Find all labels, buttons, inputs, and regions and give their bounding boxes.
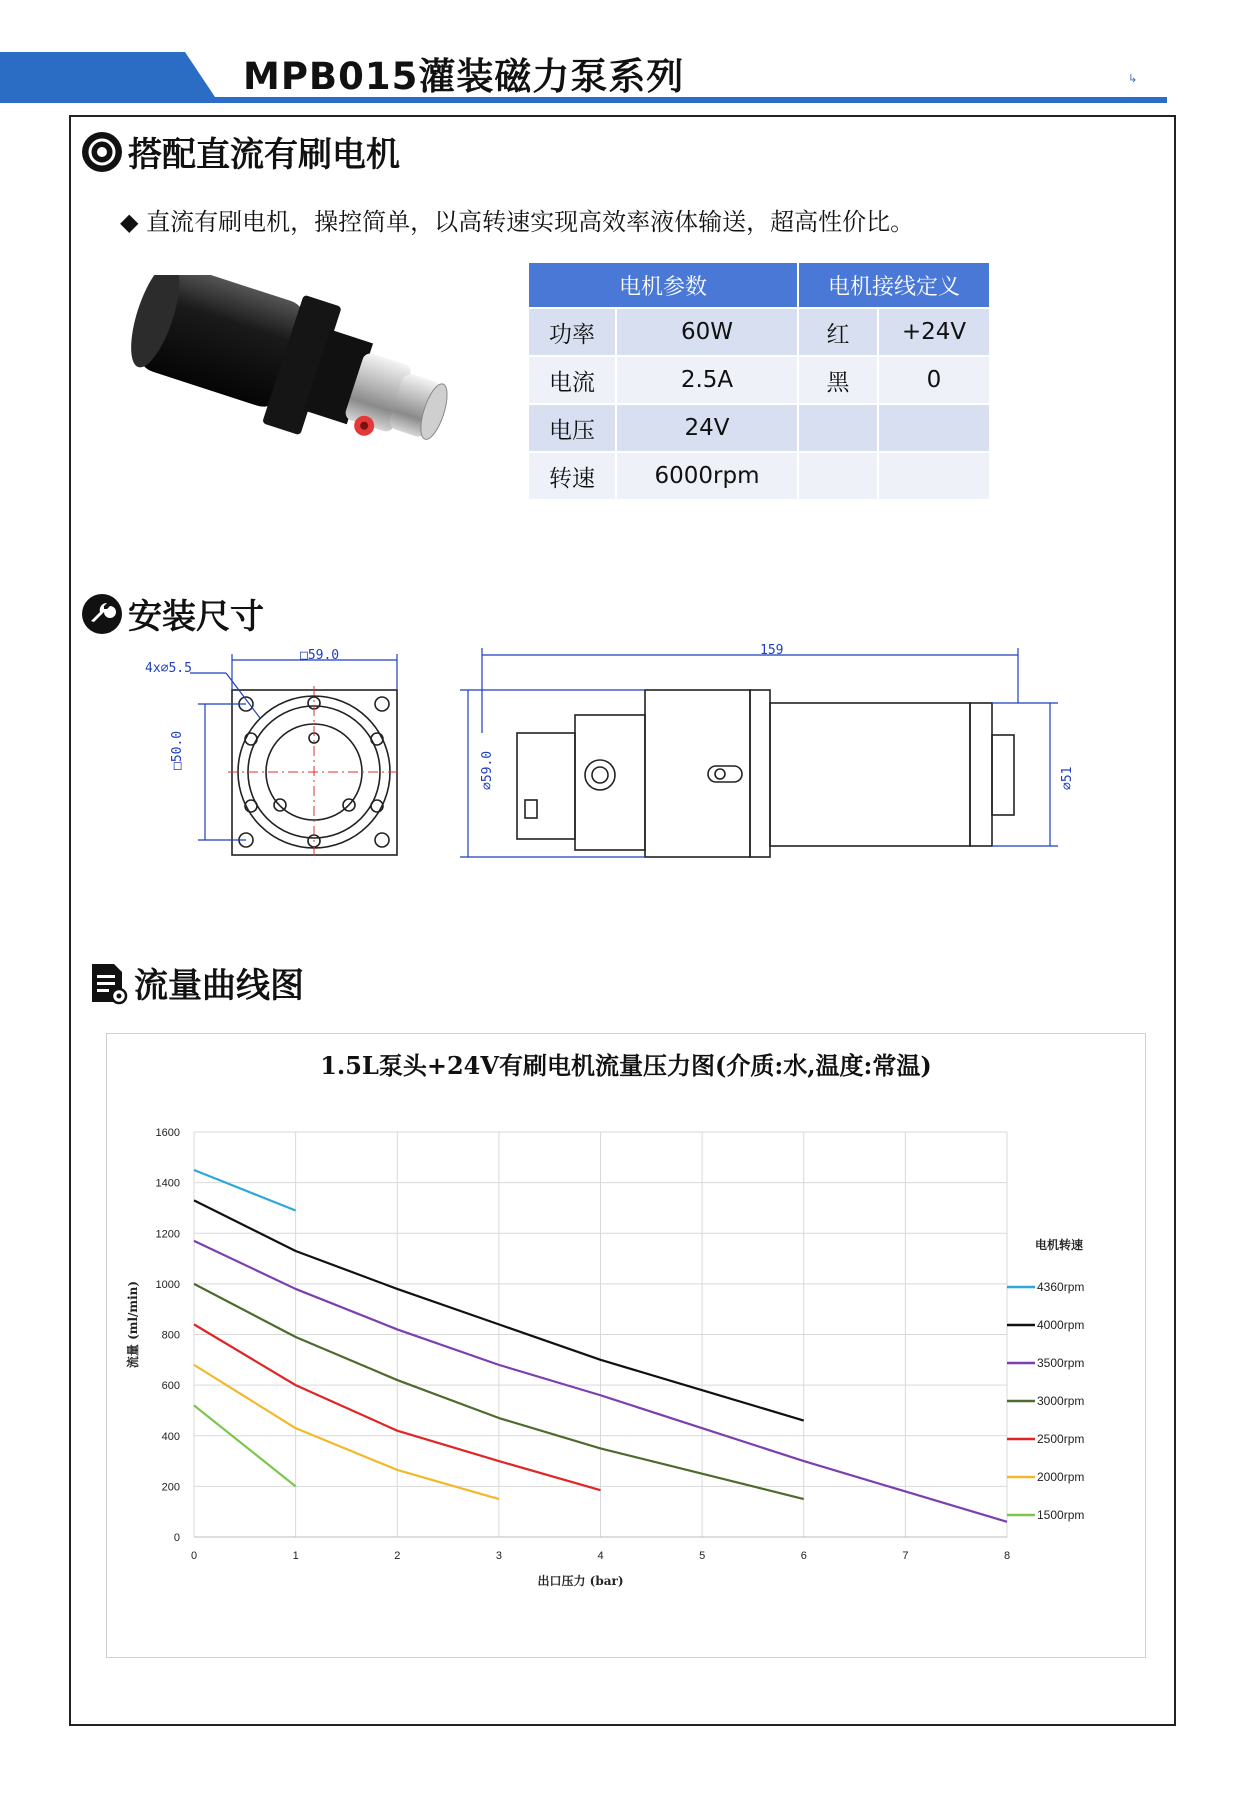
chart-title: 1.5L泵头+24V有刷电机流量压力图(介质:水,温度:常温) xyxy=(320,1051,932,1080)
wire-color: 黑 xyxy=(799,357,877,403)
series-line xyxy=(194,1170,296,1211)
motor-description: ◆ 直流有刷电机，操控简单，以高转速实现高效率液体输送，超高性价比。 xyxy=(120,208,915,236)
page-title: MPB015灌装磁力泵系列 xyxy=(243,55,685,98)
param-name: 转速 xyxy=(529,453,615,499)
hole-dimension-label: 4x⌀5.5 xyxy=(145,661,192,676)
x-tick-label: 3 xyxy=(495,1550,502,1562)
diameter-right-label: ⌀51 xyxy=(1060,766,1075,790)
wire-definition: +24V xyxy=(879,309,989,355)
section-title-install xyxy=(80,589,264,638)
x-axis-label: 出口压力 (bar) xyxy=(537,1574,624,1588)
y-tick-label: 1200 xyxy=(155,1228,180,1241)
wire-definition xyxy=(879,453,989,499)
x-tick-label: 1 xyxy=(292,1550,299,1562)
x-tick-label: 5 xyxy=(699,1550,706,1562)
motor-parameter-table xyxy=(527,261,991,501)
wire-color xyxy=(799,405,877,451)
y-tick-label: 200 xyxy=(161,1481,180,1494)
table-row xyxy=(529,309,989,355)
param-name: 功率 xyxy=(529,309,615,355)
legend-label: 4360rpm xyxy=(1037,1280,1085,1294)
x-tick-label: 6 xyxy=(800,1550,807,1562)
document-chart-icon xyxy=(86,961,130,1005)
x-tick-label: 0 xyxy=(190,1550,198,1562)
table-header-params: 电机参数 xyxy=(529,263,797,307)
length-dimension-label: 159 xyxy=(760,643,784,658)
chart-canvas xyxy=(107,1034,1147,1659)
motor-pump-photo xyxy=(112,275,467,515)
flow-pressure-chart xyxy=(106,1033,1146,1658)
width-dimension-label: □59.0 xyxy=(300,648,340,663)
legend-label: 1500rpm xyxy=(1037,1508,1085,1522)
param-name: 电流 xyxy=(529,357,615,403)
y-tick-label: 400 xyxy=(161,1430,180,1443)
param-value: 60W xyxy=(617,309,797,355)
target-icon xyxy=(80,130,124,174)
section-title-install-label: 安装尺寸 xyxy=(128,597,264,637)
wire-definition xyxy=(879,405,989,451)
x-tick-label: 2 xyxy=(394,1550,401,1562)
y-tick-label: 600 xyxy=(161,1380,180,1393)
section-title-motor-label: 搭配直流有刷电机 xyxy=(128,135,400,175)
legend-title: 电机转速 xyxy=(1035,1238,1084,1252)
param-name: 电压 xyxy=(529,405,615,451)
wire-color: 红 xyxy=(799,309,877,355)
table-header-wiring: 电机接线定义 xyxy=(799,263,989,307)
table-row xyxy=(529,453,989,499)
y-tick-label: 0 xyxy=(173,1532,180,1544)
wrench-icon xyxy=(80,592,124,636)
wire-color xyxy=(799,453,877,499)
diameter-left-label: ⌀59.0 xyxy=(480,750,495,790)
corner-mark: ↳ xyxy=(1128,72,1138,85)
section-title-flow-label: 流量曲线图 xyxy=(134,966,304,1006)
param-value: 24V xyxy=(617,405,797,451)
section-title-motor xyxy=(80,127,400,176)
wire-definition: 0 xyxy=(879,357,989,403)
installation-drawing xyxy=(130,640,1090,880)
section-title-flow xyxy=(86,958,304,1007)
legend-label: 2500rpm xyxy=(1037,1432,1085,1446)
y-tick-label: 1400 xyxy=(155,1177,180,1190)
y-tick-label: 1000 xyxy=(155,1278,180,1291)
height-dimension-label: □50.0 xyxy=(170,730,185,770)
param-value: 6000rpm xyxy=(617,453,797,499)
param-value: 2.5A xyxy=(617,357,797,403)
legend-label: 2000rpm xyxy=(1037,1470,1085,1484)
y-axis-label: 流量 (ml/min) xyxy=(126,1280,140,1369)
table-row xyxy=(529,405,989,451)
legend-label: 3500rpm xyxy=(1037,1356,1085,1370)
y-tick-label: 1600 xyxy=(155,1127,180,1139)
x-tick-label: 8 xyxy=(1003,1550,1011,1562)
header-accent-shape xyxy=(0,52,215,97)
y-tick-label: 800 xyxy=(161,1329,180,1342)
x-tick-label: 7 xyxy=(902,1550,909,1562)
legend-label: 4000rpm xyxy=(1037,1318,1085,1332)
table-row xyxy=(529,357,989,403)
legend-label: 3000rpm xyxy=(1037,1394,1085,1408)
x-tick-label: 4 xyxy=(597,1550,604,1562)
